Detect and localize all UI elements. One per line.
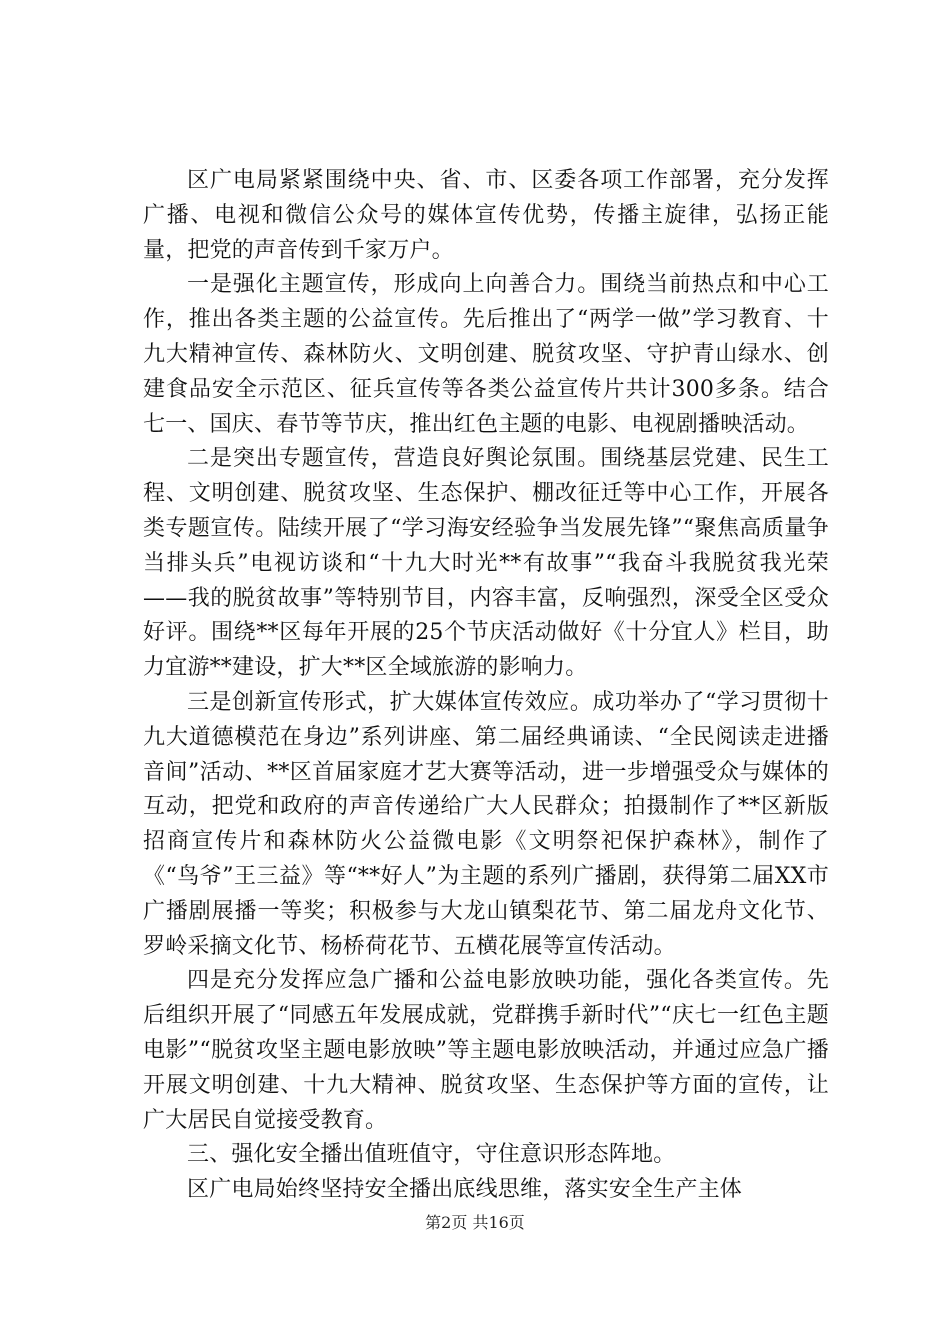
section-heading-safe-broadcast: 三、强化安全播出值班值守，守住意识形态阵地。	[187, 1142, 676, 1168]
page-number-footer: 第2页 共16页	[425, 1213, 525, 1232]
paragraph-safe-broadcast: 区广电局始终坚持安全播出底线思维，落实安全生产主体	[187, 1177, 743, 1203]
paragraph-intro: 区广电局紧紧围绕中央、省、市、区委各项工作部署，充分发挥广播、电视和微信公众号的媒体宣传优势，传播主旋律，弘扬正能量，把党的声音传到千家万户。	[143, 168, 829, 263]
document-body	[143, 164, 829, 1208]
paragraph-theme-publicity: 一是强化主题宣传，形成向上向善合力。围绕当前热点和中心工作，推出各类主题的公益宣传。先后推出了“两学一做”学习教育、十九大精神宣传、森林防火、文明创建、脱贫攻坚、守护青山绿水、创建食品安全示范区、征兵宣传等各类公益宣传片共计300多条。结合七一、国庆、春节等节庆，推出红色主题的电影、电视剧播映活动。	[143, 272, 829, 437]
paragraph-innovative-publicity: 三是创新宣传形式，扩大媒体宣传效应。成功举办了“学习贯彻十九大道德模范在身边”系列讲座、第二届经典诵读、“全民阅读走进播音间”活动、**区首届家庭才艺大赛等活动，进一步增强受众与媒体的互动，把党和政府的声音传递给广大人民群众；拍摄制作了**区新版招商宣传片和森林防火公益微电影《文明祭祀保护森林》，制作了《“鸟爷”王三益》等“**好人”为主题的系列广播剧，获得第二届XX市广播剧展播一等奖；积极参与大龙山镇梨花节、第二届龙舟文化节、罗岭采摘文化节、杨桥荷花节、五横花展等宣传活动。	[143, 689, 829, 959]
paragraph-special-publicity: 二是突出专题宣传，营造良好舆论氛围。围绕基层党建、民生工程、文明创建、脱贫攻坚、生态保护、棚改征迁等中心工作，开展各类专题宣传。陆续开展了“学习海安经验争当发展先锋”“聚焦高质量争当排头兵”电视访谈和“十九大时光**有故事”“我奋斗我脱贫我光荣——我的脱贫故事”等特别节目，内容丰富，反响强烈，深受全区受众好评。围绕**区每年开展的25个节庆活动做好《十分宜人》栏目，助力宜游**建设，扩大**区全域旅游的影响力。	[143, 446, 829, 681]
paragraph-emergency-broadcast: 四是充分发挥应急广播和公益电影放映功能，强化各类宣传。先后组织开展了“同感五年发展成就，党群携手新时代”“庆七一红色主题电影”“脱贫攻坚主题电影放映”等主题电影放映活动，并通过应急广播开展文明创建、十九大精神、脱贫攻坚、生态保护等方面的宣传，让广大居民自觉接受教育。	[143, 968, 829, 1133]
